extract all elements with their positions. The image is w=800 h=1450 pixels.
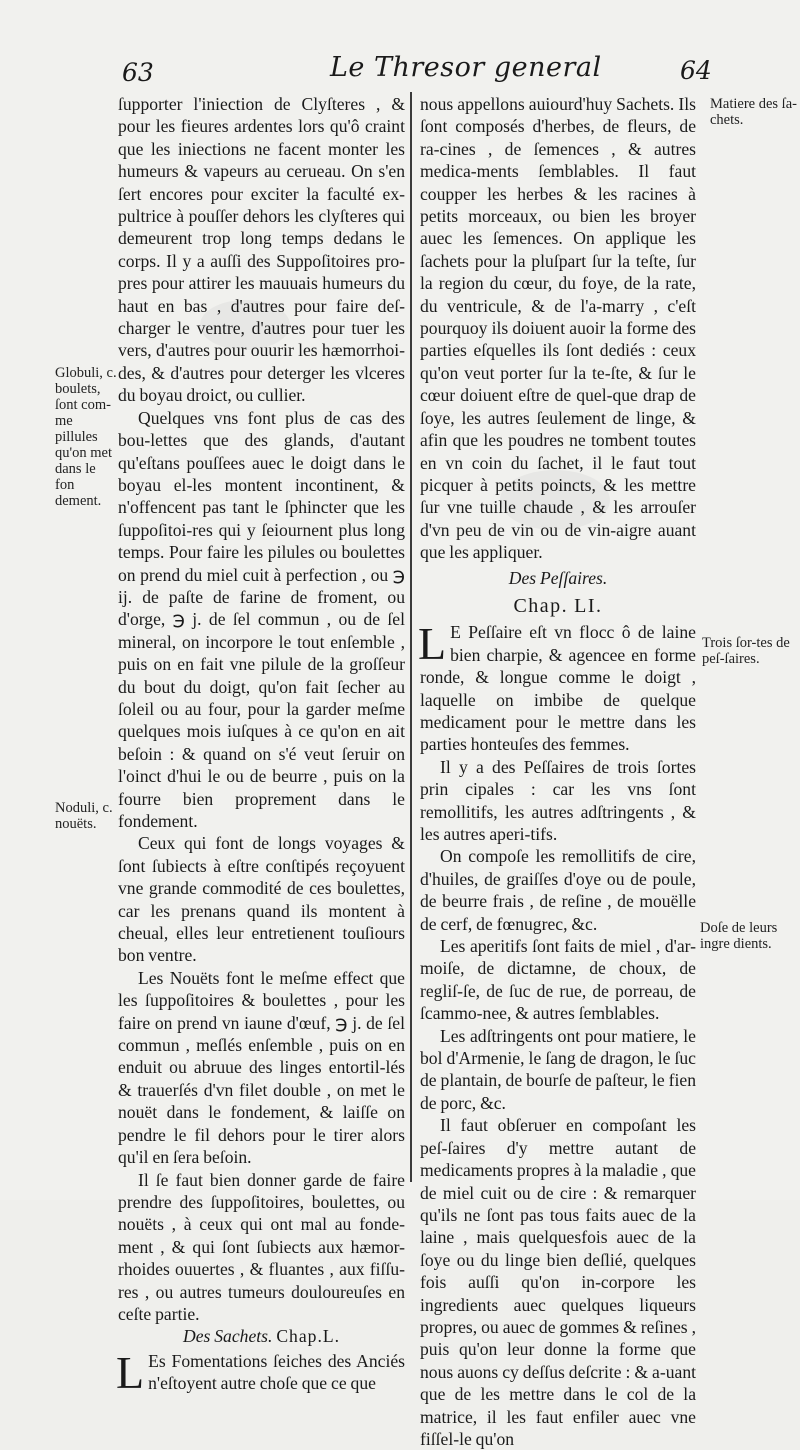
margin-note: Matiere des ſa-chets. <box>710 96 797 128</box>
paragraph: Il y a des Peſſaires de trois ſortes prin cipales : car les vns ſont remollitifs, les autres adſtringents , & les autres aperi-tifs. <box>420 756 696 844</box>
page-header <box>0 52 800 92</box>
paragraph-text: Es Fomentations ſeiches des Anciés n'eſtoyent autre choſe que ce que <box>148 1350 405 1394</box>
paragraph: Il faut obſeruer en compoſant les peſ-ſaires d'y mettre autant de medicaments propres à la maladie , que de miel cuit ou de cire : & remarquer qu'ils ne ſont pas tous faits auec de la laine , mais quelquesfois auec de la ſoye ou du linge bien deſlié, quelques fois auſſi qu'on in-corpore les ingredients auec quelques liqueurs propres, ou auec de gommes & reſines , puis qu'on leur donne la forme que nous auons cy deſſus deſcrite : & a-uant que de les mettre dans le col de la matrice, il les faut enfiler auec vne fiſſel-le qu'on <box>420 1115 696 1449</box>
chapter-heading <box>118 1325 405 1347</box>
margin-note: Trois ſor-tes de peſ-ſaires. <box>702 635 790 667</box>
paragraph: Quelques vns font plus de cas des bou-lettes que des glands, d'autant qu'eſtans pouſſees auec le doigt dans le boyau el-les montent incontinent, & n'offencent pas tant le ſphincter que les ſuppoſitoi-res qui y ſeiournent plus long temps. Pour faire les pilules ou boulettes on prend du miel cuit à perfection , ou ℈ ij. de paſte de farine de froment, ou d'orge, ℈ j. de ſel commun , ou de ſel mineral, on incorpore le tout enſemble , puis on en fait vne pilule de la groſſeur du bout du doigt, qu'on fait ſecher au ſoleil ou au four, pour la garder meſme quelques mois iuſques à ce qu'on en ait beſoin : & quand on s'é veut ſeruir on l'oinct d'hui le ou de beurre , puis on la fourre bien proprement dans le fondement. <box>118 407 405 831</box>
left-column <box>116 93 405 1398</box>
chapter-heading: Chap. LI. <box>513 594 603 617</box>
section-title: Des Peſſaires. <box>508 567 608 588</box>
margin-note: Globuli, c. boulets, ſont com-me pillules qu'on met dans le fon dement. <box>55 365 117 509</box>
paragraph: Les aperitifs ſont faits de miel , d'ar-moiſe, de dictamne, de choux, de regliſ-ſe, de ſuc de rue, de porreau, de ſcammo-nee, & autres ſemblables. <box>420 936 696 1024</box>
drop-cap: L <box>116 1346 145 1398</box>
margin-note: Doſe de leurs ingre dients. <box>700 920 778 952</box>
right-column <box>420 93 696 1450</box>
paragraph: Il ſe faut bien donner garde de faire prendre des ſuppoſitoires, boulettes, ou nouëts , à ceux qui ont mal au fonde-ment , & qui ſont ſubiects aux hæmor-rhoides ouuertes , & fluantes , aux fiſſu-res , ou autres tumeurs douloureuſes en ceſte partie. <box>118 1169 405 1324</box>
paragraph: Les adſtringents ont pour matiere, le bol d'Armenie, le ſang de dragon, le ſuc de plantain, de bourſe de paſteur, le fien de porc, &c. <box>420 1025 696 1113</box>
page-number-left: 63 <box>122 58 154 87</box>
paragraph: On compoſe les remollitifs de cire, d'huiles, de graiſſes d'oye ou de poule, de beurre frais , de reſine , de mouëlle de cerf, de fœnugrec, &c. <box>420 846 696 934</box>
paragraph: Les Nouëts font le meſme effect que les ſuppoſitoires & boulettes , pour les faire on prend vn iaune d'œuf, ℈ j. de ſel commun , meſlés enſemble , puis on en enduit ou abruue des linges entortil-lés & trauerſés d'vn filet double , on met le nouët dans le fondement, & laiſſe on pendre le fil dehors pour le tirer alors qu'il en ſera beſoin. <box>118 967 405 1168</box>
running-title: Le Thresor general <box>330 52 602 83</box>
paragraph: Ceux qui font de longs voyages & ſont ſubiects à eſtre conſtipés reçoyuent vne grande commodité de ces boulettes, car les prenans quand ils montent à cheual, elles leur entretienent touſiours bon ventre. <box>118 833 405 966</box>
column-divider <box>410 92 412 1182</box>
paragraph: nous appellons auiourd'huy Sachets. Ils ſont composés d'herbes, de fleurs, de ra-cines , de ſemences , & autres medica-ments ſemblables. Il faut coupper les herbes & les racines à petits morceaux, ou bien les broyer auec les ſemences. On applique les ſachets pour la pluſpart ſur la teſte, ſur la region du cœur, du foye, de la rate, du ventricule, & de l'a-marry , c'eſt pourquoy ils doiuent auoir la forme des parties eſquelles ils ſont dediés : ceux qu'on veut porter ſur la te-ſte, & ſur le cœur doiuent eſtre de quel-que drap de ſoye, les autres ſeulement de linge, & afin que les poudres ne tombent toutes en vn coin du ſachet, il le faut tout picquer à petits poincts, & les mettre ſur vne tuille chaude , & les arrouſer d'vn peu de vin ou de vin-aigre auant que les appliquer. <box>420 94 696 563</box>
chapter-title: Des Sachets. <box>183 1326 273 1347</box>
paragraph-text: E Peſſaire eſt vn flocc ô de laine bien charpie, & agencee en forme ronde, & longue comme le doigt , laquelle on imbibe de quelque medicament pour le mettre dans les parties honteuſes des femmes. <box>420 622 696 755</box>
paragraph <box>418 618 696 755</box>
paragraph <box>116 1346 405 1398</box>
margin-note: Noduli, c. nouëts. <box>55 800 113 832</box>
drop-cap: L <box>418 618 447 670</box>
chapter-number: Chap.L. <box>276 1326 340 1347</box>
paragraph: ſupporter l'iniection de Clyſteres , & pour les fieures ardentes lors qu'ô craint que les iniections ne facent monter les humeurs & vapeurs au cerueau. On s'en ſert encores pour exciter la faculté ex-pultrice à pouſſer dehors les clyſteres qui demeurent trop long temps dedans le corps. Il y a auſſi des Suppoſitoires pro-pres pour attirer les mauuais humeurs du haut en bas , d'autres pour faire deſ-charger le ventre, d'autres pour tuer les vers, d'autres pour ouurir les hæmorrhoi-des, & d'autres pour deterger les vlceres du boyau droict, ou cullier. <box>118 94 405 406</box>
page-number-right: 64 <box>680 56 712 85</box>
